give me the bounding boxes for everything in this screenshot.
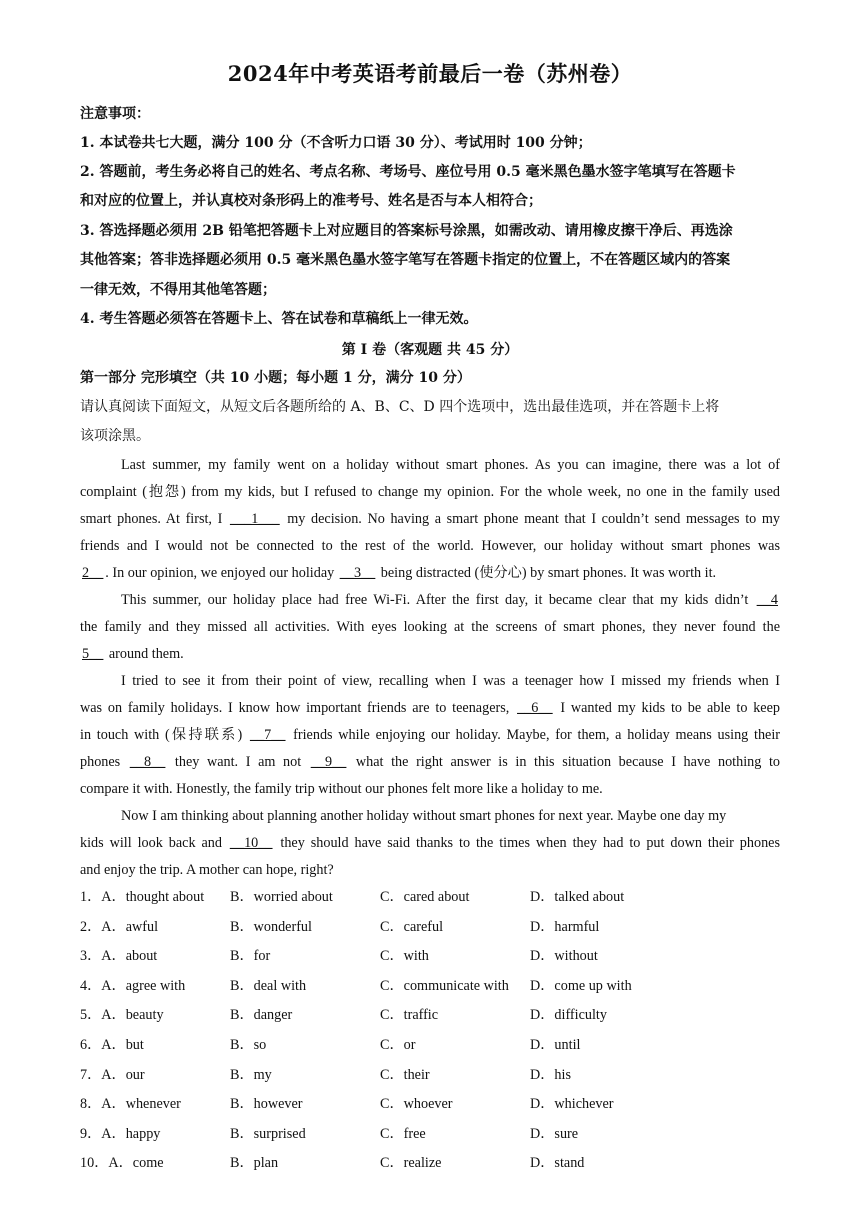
answer-option[interactable]: B．so: [230, 1036, 267, 1053]
passage-line: [80, 776, 780, 803]
answer-option[interactable]: 1．A．thought about: [80, 889, 205, 905]
passage-line: [80, 479, 780, 506]
passage-text: smart phones. At first, I: [80, 511, 228, 527]
notice-line: 2. 答题前，考生务必将自己的姓名、考点名称、考场号、座位号用 0.5 毫米黑色墨水签字笔填写在答题卡: [80, 164, 736, 180]
notice-line: 3. 答选择题必须用 2B 铅笔把答题卡上对应题目的答案标号涂黑，如需改动、请用橡皮擦干净后、再选涂: [80, 223, 733, 239]
answer-option[interactable]: C．traffic: [380, 1007, 439, 1024]
answer-option[interactable]: B．deal with: [230, 977, 307, 994]
answer-option[interactable]: 2．A．awful: [80, 918, 159, 935]
answer-blank[interactable]: ___1___: [229, 511, 280, 527]
cloze-passage: [80, 452, 780, 884]
answer-option[interactable]: C．careful: [380, 918, 444, 935]
passage-line: [80, 857, 780, 884]
passage-text: Now I am thinking about planning another holiday without smart phones for next year. Maybe one day my: [121, 808, 727, 824]
section-instruction: 请认真阅读下面短文，从短文后各题所给的 A、B、C、D 四个选项中，选出最佳选项，并在答题卡上将: [80, 399, 720, 415]
answer-option[interactable]: C．their: [380, 1066, 430, 1083]
passage-text: around them.: [105, 646, 184, 662]
passage-text: being distracted (使分心) by smart phones. It was worth it.: [377, 565, 717, 581]
passage-text: they want. I am not: [167, 754, 309, 770]
notice-line: 1. 本试卷共七大题，满分 100 分（不含听力口语 30 分）、考试用时 100 分钟；: [80, 135, 592, 151]
passage-text: phones: [80, 754, 128, 770]
answer-option[interactable]: B．my: [230, 1066, 272, 1083]
passage-text: and enjoy the trip. A mother can hope, right?: [80, 862, 334, 878]
answer-option[interactable]: D．whichever: [530, 1096, 614, 1113]
answer-option[interactable]: B．however: [230, 1096, 303, 1113]
passage-text: the family and they missed all activities. With eyes looking at the screens of smart phones, they never found the: [80, 619, 780, 635]
answer-option[interactable]: C．or: [380, 1036, 416, 1053]
answer-option[interactable]: B．worried about: [230, 889, 333, 905]
answer-option[interactable]: B．danger: [230, 1007, 293, 1024]
answer-option[interactable]: D．his: [530, 1066, 571, 1083]
answer-option[interactable]: B．surprised: [230, 1125, 306, 1142]
passage-line: [80, 560, 780, 587]
answer-blank[interactable]: __8__: [129, 754, 166, 770]
section-instruction: 该项涂黑。: [80, 428, 150, 444]
notice-heading: 注意事项：: [80, 106, 150, 122]
passage-line: [80, 452, 780, 479]
answer-option[interactable]: 6．A．but: [80, 1036, 144, 1053]
answer-option[interactable]: D．until: [530, 1036, 581, 1053]
passage-text: friends and I would not be connected to the rest of the world. However, our holiday without smart phones was: [80, 538, 780, 554]
passage-line: [80, 614, 780, 641]
answer-blank[interactable]: __4: [756, 592, 778, 608]
section-title: 第一部分 完形填空（共 10 小题；每小题 1 分，满分 10 分）: [80, 370, 471, 386]
passage-line: [80, 830, 780, 857]
answer-option[interactable]: D．sure: [530, 1125, 579, 1142]
passage-line: [80, 695, 780, 722]
answer-option[interactable]: D．stand: [530, 1155, 585, 1172]
passage-text: Last summer, my family went on a holiday without smart phones. As you can imagine, there was a lot of: [121, 457, 780, 473]
answer-option[interactable]: B．wonderful: [230, 918, 312, 935]
passage-line: [80, 722, 780, 749]
answer-blank[interactable]: __6__: [517, 700, 553, 716]
passage-text: they should have said thanks to the times when they had to put down their phones: [274, 835, 780, 851]
volume-heading: 第 I 卷（客观题 共 45 分）: [341, 342, 519, 358]
passage-text: in touch with (保持联系): [80, 727, 248, 743]
answer-option[interactable]: 7．A．our: [80, 1066, 145, 1083]
page-title: 2024年中考英语考前最后一卷（苏州卷）: [227, 61, 633, 86]
answer-blank[interactable]: __7__: [249, 727, 286, 743]
passage-text: compare it with. Honestly, the family trip without our phones felt more like a holiday to me.: [80, 781, 603, 797]
passage-line: [80, 641, 780, 668]
answer-option[interactable]: B．for: [230, 948, 271, 965]
passage-line: [80, 533, 780, 560]
answer-option[interactable]: C．with: [380, 948, 429, 965]
passage-text: I tried to see it from their point of view, recalling when I was a teenager how I missed my friends when I: [121, 673, 780, 689]
notice-line: 和对应的位置上，并认真校对条形码上的准考号、姓名是否与本人相符合；: [80, 193, 542, 209]
answer-option[interactable]: 9．A．happy: [80, 1125, 161, 1142]
answer-blank[interactable]: 5__: [82, 646, 104, 662]
notice-line: 其他答案；答非选择题必须用 0.5 毫米黑色墨水签字笔写在答题卡指定的位置上，不在答题区域内的答案: [80, 252, 731, 268]
passage-line: [80, 506, 780, 533]
passage-line: [80, 749, 780, 776]
answer-option[interactable]: D．difficulty: [530, 1007, 607, 1024]
passage-line: [80, 587, 780, 614]
answer-blank[interactable]: __10__: [229, 835, 273, 851]
passage-text: complaint (抱怨) from my kids, but I refused to change my opinion. For the whole week, no one in the family used: [80, 484, 780, 500]
answer-option[interactable]: D．talked about: [530, 889, 625, 905]
answer-blank[interactable]: 2__: [82, 565, 104, 581]
answer-option[interactable]: 8．A．whenever: [80, 1096, 181, 1113]
answer-option[interactable]: 10．A．come: [80, 1155, 164, 1172]
passage-text: kids will look back and: [80, 835, 228, 851]
passage-text: what the right answer is in this situation because I have nothing to: [348, 754, 780, 770]
answer-option[interactable]: C．communicate with: [380, 977, 509, 994]
answer-option[interactable]: B．plan: [230, 1155, 279, 1172]
answer-option[interactable]: C．cared about: [380, 889, 470, 905]
notice-line: 一律无效，不得用其他笔答题；: [80, 282, 276, 298]
answer-option[interactable]: 4．A．agree with: [80, 977, 186, 994]
answer-option[interactable]: C．whoever: [380, 1096, 453, 1113]
passage-text: I wanted my kids to be able to keep: [554, 700, 780, 716]
notice-line: 4. 考生答题必须答在答题卡上、答在试卷和草稿纸上一律无效。: [80, 311, 478, 327]
answer-option[interactable]: 3．A．about: [80, 948, 158, 965]
answer-option[interactable]: 5．A．beauty: [80, 1007, 164, 1024]
passage-text: . In our opinion, we enjoyed our holiday: [105, 565, 338, 581]
answer-option[interactable]: D．harmful: [530, 918, 600, 935]
answer-option[interactable]: C．realize: [380, 1155, 442, 1172]
passage-text: was on family holidays. I know how important friends are to teenagers,: [80, 700, 516, 716]
passage-text: my decision. No having a smart phone meant that I couldn’t send messages to my: [281, 511, 780, 527]
passage-text: friends while enjoying our holiday. Maybe, for them, a holiday means using their: [287, 727, 780, 743]
answer-blank[interactable]: __3__: [339, 565, 376, 581]
answer-option[interactable]: D．come up with: [530, 977, 632, 994]
passage-text: This summer, our holiday place had free Wi-Fi. After the first day, it became clear that my kids didn’t: [121, 592, 755, 608]
answer-blank[interactable]: __9__: [310, 754, 347, 770]
answer-option[interactable]: D．without: [530, 948, 598, 965]
passage-line: [80, 668, 780, 695]
passage-line: [80, 803, 780, 830]
answer-option[interactable]: C．free: [380, 1125, 426, 1142]
